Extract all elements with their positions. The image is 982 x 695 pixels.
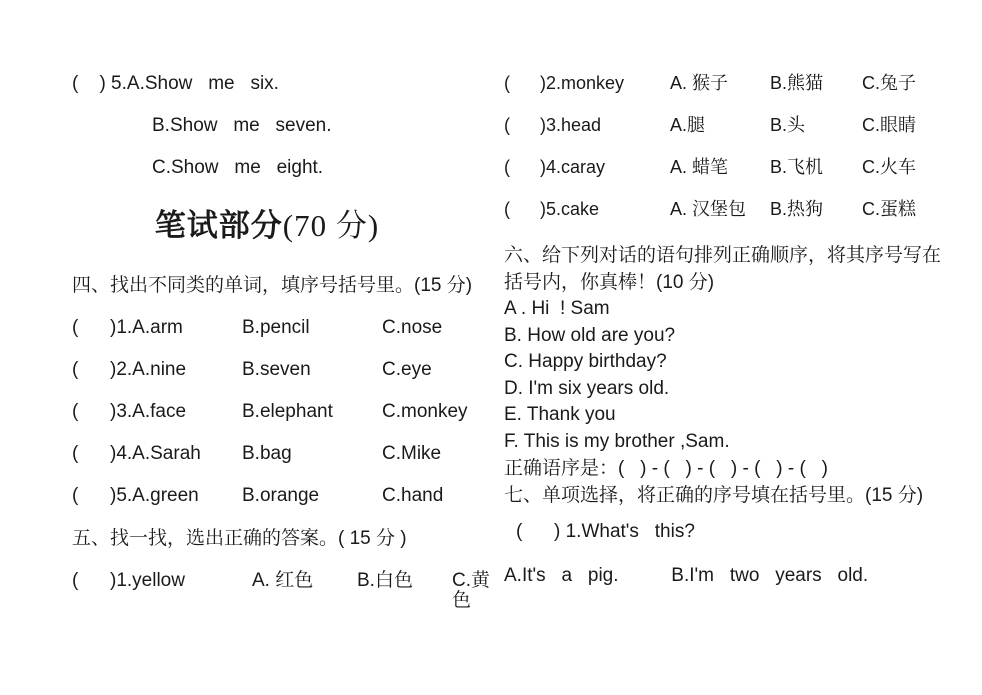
section4-item-4 — [72, 444, 502, 464]
section5-item-4-option-b: B.飞机 — [770, 157, 824, 177]
section4-item-3-option-c: C.monkey — [382, 401, 468, 422]
section6-line-f: F. This is my brother ,Sam. — [504, 430, 730, 452]
section4-item-1-option-b: B.pencil — [242, 317, 310, 338]
section5-item-5 — [504, 200, 946, 219]
section5-item-5-option-b: B.热狗 — [770, 199, 824, 219]
section4-item-5-option-b: B.orange — [242, 485, 320, 506]
section4-item-2-option-b: B.seven — [242, 359, 311, 380]
section5-item-2-option-c: C.兔子 — [862, 73, 916, 93]
section4-title: 四、找出不同类的单词，填序号括号里。(15 分) — [72, 275, 473, 296]
section5-item-5-option-a: A. 汉堡包 — [670, 199, 747, 219]
section6-line-c: C. Happy birthday? — [504, 351, 667, 372]
section5-item-5-bracket-word: ( )5.cake — [504, 199, 600, 219]
section4-item-2 — [72, 360, 502, 380]
section7-question-1: ( ) 1.What's this? — [516, 521, 695, 542]
section5-item-3 — [504, 116, 946, 135]
section5-item-1-bracket-word: ( )1.yellow — [72, 570, 185, 591]
section6-line-a: A . Hi ! Sam — [504, 298, 610, 319]
listening-q5-option-a: ( ) 5.A.Show me six. — [72, 73, 279, 94]
section4-item-5-bracket-word: ( )5.A.green — [72, 485, 199, 506]
section5-item-2-option-b: B.熊猫 — [770, 73, 824, 93]
section6-line-b: B. How old are you? — [504, 324, 676, 346]
section5-item-1-option-c: C.黄色 — [452, 570, 491, 611]
section5-item-4 — [504, 158, 946, 177]
section4-item-3-bracket-word: ( )3.A.face — [72, 401, 187, 422]
section5-item-3-option-c: C.眼睛 — [862, 115, 916, 135]
section5-item-1 — [72, 571, 502, 611]
section5-title: 五、找一找，选出正确的答案。( 15 分 ) — [72, 528, 407, 549]
section4-item-1-bracket-word: ( )1.A.arm — [72, 317, 183, 338]
section4-item-4-bracket-word: ( )4.A.Sarah — [72, 443, 201, 464]
section6-line-d: D. I'm six years old. — [504, 377, 670, 399]
section4-item-5-option-c: C.hand — [382, 485, 444, 506]
section4-item-1-option-c: C.nose — [382, 317, 443, 338]
section4-item-3 — [72, 402, 502, 422]
section4-item-4-option-b: B.bag — [242, 443, 292, 464]
section4-item-1 — [72, 318, 502, 338]
section7-question-1-options: A.It's a pig. B.I'm two years old. — [504, 565, 869, 586]
section4-item-2-bracket-word: ( )2.A.nine — [72, 359, 187, 380]
listening-q5-option-b: B.Show me seven. — [152, 115, 332, 136]
section5-item-2 — [504, 74, 946, 93]
left-column — [72, 74, 502, 611]
section4-item-2-option-c: C.eye — [382, 359, 432, 380]
listening-q5-option-c: C.Show me eight. — [152, 157, 324, 178]
section5-item-4-option-c: C.火车 — [862, 157, 916, 177]
section6-line-e: E. Thank you — [504, 404, 616, 425]
section5-item-5-option-c: C.蛋糕 — [862, 199, 916, 219]
listening-question-5 — [72, 74, 502, 178]
written-part-score: (70 分) — [282, 208, 380, 243]
section4-item-5 — [72, 486, 502, 506]
section5-item-2-option-a: A. 猴子 — [670, 73, 729, 93]
section5-item-1-option-a: A. 红色 — [252, 570, 314, 591]
section5-item-1-option-b: B.白色 — [357, 570, 413, 591]
section5-item-3-option-a: A.腿 — [670, 115, 706, 135]
section5-item-3-bracket-word: ( )3.head — [504, 115, 602, 135]
written-part-heading — [72, 200, 462, 245]
section7-title: 七、单项选择，将正确的序号填在括号里。(15 分) — [504, 485, 924, 506]
section5-item-4-option-a: A. 蜡笔 — [670, 157, 729, 177]
section6-answer-order-blanks: 正确语序是：( ) - ( ) - ( ) - ( ) - ( ) — [504, 458, 828, 479]
section5-item-2-bracket-word: ( )2.monkey — [504, 73, 625, 93]
section6-title: 六、给下列对话的语句排列正确顺序，将其序号写在括号内，你真棒！(10 分) — [504, 245, 942, 293]
right-column — [504, 74, 946, 611]
section5-item-4-bracket-word: ( )4.caray — [504, 157, 606, 177]
section5-item-3-option-b: B.头 — [770, 115, 806, 135]
section4-item-4-option-c: C.Mike — [382, 443, 442, 464]
section4-item-3-option-b: B.elephant — [242, 401, 333, 422]
written-part-title: 笔试部分 — [154, 208, 283, 243]
